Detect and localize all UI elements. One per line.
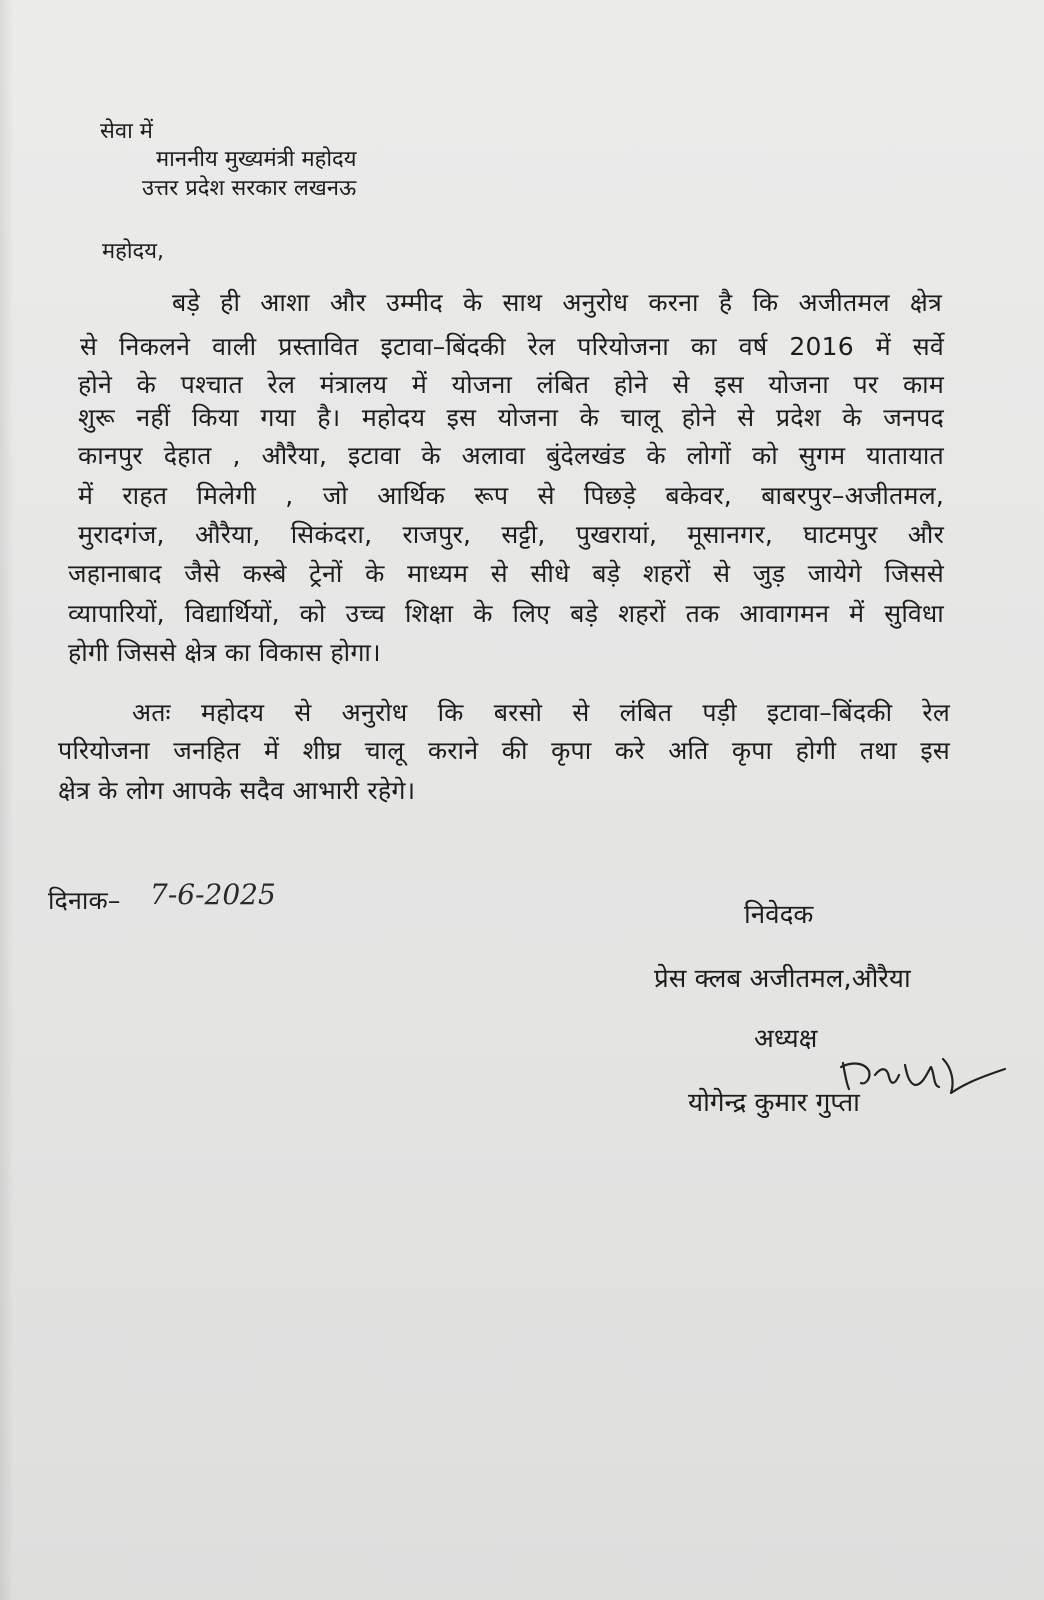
greeting: महोदय, [102,239,164,264]
paragraph-2-line: अतः महोदय से अनुरोध कि बरसो से लंबित पड़ी इटावा–बिंदकी रेल [132,698,950,727]
paragraph-1-line: कानपुर देहात , औरैया, इटावा के अलावा बुंदेलखंड के लोगों को सुगम यातायात [78,441,944,470]
paragraph-1-line: में राहत मिलेगी , जो आर्थिक रूप से पिछड़े बकेवर, बाबरपुर–अजीतमल, [78,481,944,510]
recipient-line-2: उत्तर प्रदेश सरकार लखनऊ [142,176,357,201]
paragraph-1-line: होने के पश्चात रेल मंत्रालय में योजना लंबित होने से इस योजना पर काम [78,370,944,399]
date-label: दिनाक– [48,886,121,915]
organization-name: प्रेस क्लब अजीतमल,औरैया [654,964,911,994]
nivedak-label: निवेदक [744,900,814,930]
paragraph-1-line: मुरादगंज, औरैया, सिकंदरा, राजपुर, सट्टी, पुखरायां, मूसानगर, घाटमपुर और [78,520,944,549]
paragraph-1-line: होगी जिससे क्षेत्र का विकास होगा। [68,638,381,667]
paragraph-1-line: जहानाबाद जैसे कस्बे ट्रेनों के माध्यम से सीधे बड़े शहरों से जुड़ जायेगे जिससे [68,559,944,588]
paragraph-1-line: बड़े ही आशा और उम्मीद के साथ अनुरोध करना है कि अजीतमल क्षेत्र [172,288,942,317]
paragraph-2-line: परियोजना जनहित में शीघ्र चालू कराने की कृपा करे अति कृपा होगी तथा इस [58,736,950,765]
designation-label: अध्यक्ष [754,1024,818,1054]
handwritten-date: 7-6-2025 [150,878,276,911]
salutation-to: सेवा में [100,119,153,144]
paragraph-1-line: व्यापारियों, विद्यार्थियों, को उच्च शिक्षा के लिए बड़े शहरों तक आवागमन में सुविधा [68,599,944,628]
recipient-line-1: माननीय मुख्यमंत्री महोदय [156,147,357,172]
paragraph-1-line: से निकलने वाली प्रस्तावित इटावा–बिंदकी रेल परियोजना का वर्ष 2016 में सर्वे [80,332,944,361]
page-edge-shadow [0,0,14,1600]
handwritten-signature [835,1045,1010,1105]
paragraph-2-line: क्षेत्र के लोग आपके सदैव आभारी रहेगे। [58,776,416,805]
paragraph-1-line: शुरू नहीं किया गया है। महोदय इस योजना के चालू होने से प्रदेश के जनपद [78,403,944,432]
signatory-name: योगेन्द्र कुमार गुप्ता [688,1088,860,1118]
